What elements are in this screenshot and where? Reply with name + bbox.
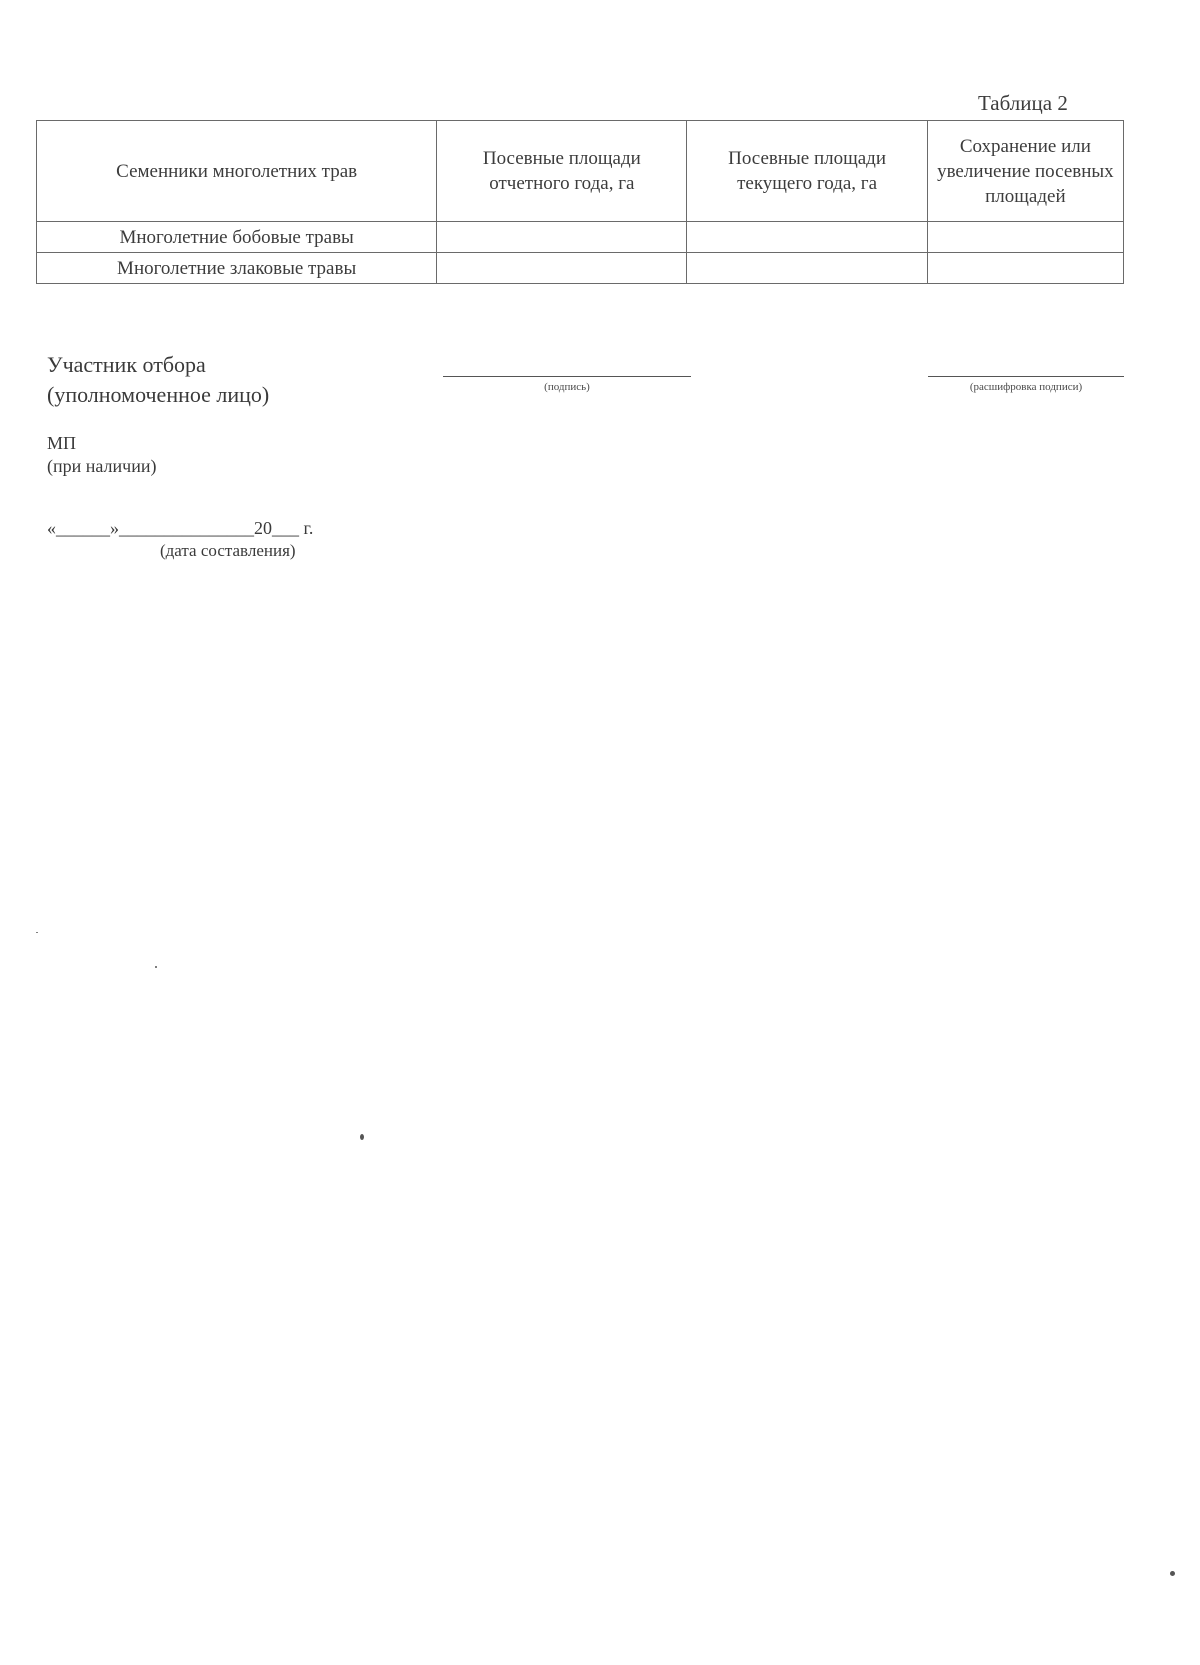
- row-name: Многолетние злаковые травы: [37, 253, 437, 284]
- cell-reported-area: [437, 253, 687, 284]
- scan-speck: [155, 966, 157, 968]
- signature-caption: (подпись): [544, 381, 590, 393]
- scan-speck: [36, 932, 38, 933]
- cell-current-area: [687, 222, 927, 253]
- signature-decryption-line: [928, 376, 1124, 377]
- row-name: Многолетние бобовые травы: [37, 222, 437, 253]
- cell-preservation: [927, 253, 1123, 284]
- header-seed-plants: Семенники многолетних трав: [37, 121, 437, 222]
- header-current-year-area: Посевные площади текущего года, га: [687, 121, 927, 222]
- signature-line: [443, 376, 691, 377]
- participant-subtitle: (уполномоченное лицо): [47, 382, 270, 407]
- date-fill-line: «______»_______________20___ г.: [47, 518, 314, 538]
- participant-label: [47, 350, 269, 410]
- signature-decryption-caption: (расшифровка подписи): [969, 381, 1083, 393]
- stamp-block: [47, 432, 156, 478]
- seed-areas-table: [36, 120, 1124, 284]
- stamp-label: МП: [47, 433, 77, 453]
- table-row: [37, 222, 1124, 253]
- scan-speck: [360, 1134, 364, 1140]
- participant-title: Участник отбора: [47, 352, 206, 377]
- table-caption: Таблица 2: [978, 91, 1068, 115]
- table-row: [37, 253, 1124, 284]
- table-header-row: [37, 121, 1124, 222]
- cell-preservation: [927, 222, 1123, 253]
- cell-reported-area: [437, 222, 687, 253]
- scan-speck: [1170, 1571, 1175, 1576]
- stamp-note: (при наличии): [47, 456, 157, 476]
- header-area-preservation: Сохранение или увеличение посевных площадей: [927, 121, 1123, 222]
- header-reported-year-area: Посевные площади отчетного года, га: [437, 121, 687, 222]
- date-caption: (дата составления): [160, 541, 296, 560]
- cell-current-area: [687, 253, 927, 284]
